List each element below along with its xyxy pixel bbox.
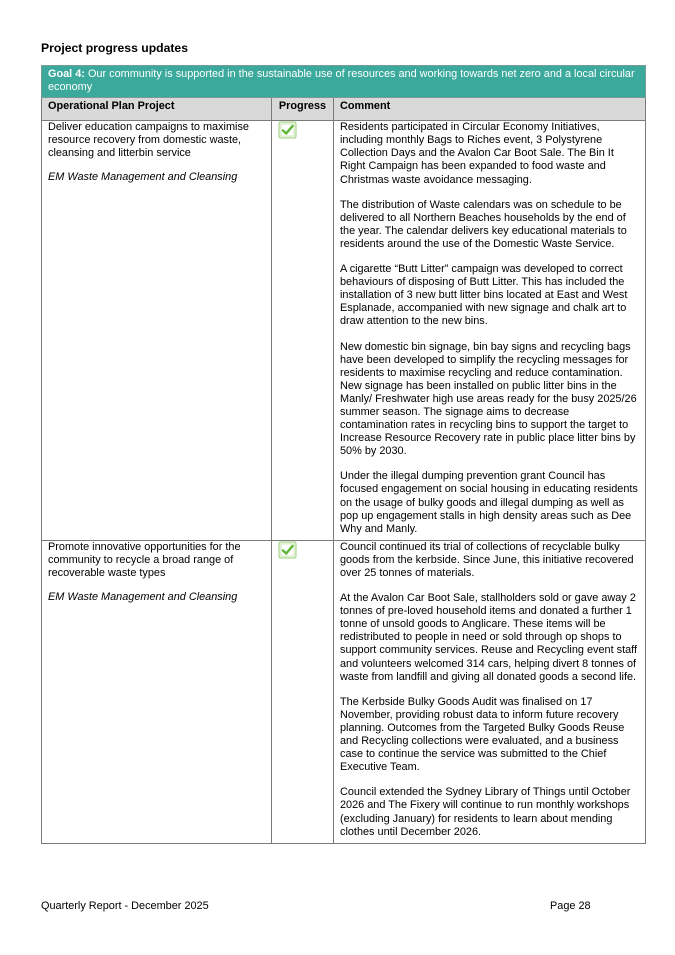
comment-paragraph: Residents participated in Circular Economy Initiatives, including monthly Bags to Riches event, 3 Polystyrene Collection Days and the Avalon Car Boot Sale. The Bin It Right Campaign has been expanded to food waste and Christmas waste avoidance messaging. <box>340 121 614 186</box>
table-row <box>42 540 646 843</box>
comment-paragraph: New domestic bin signage, bin bay signs and recycling bags have been developed to simplify the recycling messages for residents to maximise recycling and reduce contamination. New signage has been installed on public litter bins in the Manly/ Freshwater high use areas ready for the busy 2025/26 summer season. The signage aims to decrease contamination rates in recycling bins to support the target to Increase Resource Recovery rate in public place litter bins by 50% by 2030. <box>340 340 637 458</box>
progress-cell <box>272 540 334 843</box>
footer-page-number: Page 28 <box>550 900 591 912</box>
column-header-comment: Comment <box>334 98 646 121</box>
comment-paragraph: At the Avalon Car Boot Sale, stallholders sold or gave away 2 tonnes of pre-loved household items and donated a further 1 tonne of unsold goods to Anglicare. These items will be redistributed to people in need or sold through op shops to support community services. Reuse and Recycling event staff and volunteers welcomed 314 cars, helping divert 8 tonnes of waste from landfill and giving all donated goods a second life. <box>340 592 638 683</box>
footer-report-title: Quarterly Report - December 2025 <box>41 900 209 912</box>
project-cell <box>42 121 272 541</box>
comment-paragraph: Under the illegal dumping prevention grant Council has focused engagement on social housing in educating residents on the usage of bulky goods and illegal dumping as well as pop up engagement stalls in high density areas such as Dee Why and Manly. <box>340 470 638 535</box>
column-header-row <box>42 98 646 121</box>
comment-paragraph: A cigarette “Butt Litter” campaign was developed to correct behaviours of disposing of Butt Litter. This has included the installation of 3 new butt litter bins located at East and West Esplanade, accompanied with new signage and chalk art to draw attention to the new bins. <box>340 263 628 328</box>
comment-paragraph: Council continued its trial of collections of recyclable bulky goods from the kerbside. Since June, this initiative recovered over 25 tonnes of materials. <box>340 540 634 579</box>
table-row <box>42 121 646 541</box>
comment-paragraph: Council extended the Sydney Library of Things until October 2026 and The Fixery will continue to run monthly workshops (excluding January) for residents to learn about mending clothes until December 2026. <box>340 786 631 838</box>
comment-cell <box>334 121 646 541</box>
project-progress-table <box>41 65 646 844</box>
project-title: Deliver education campaigns to maximise resource recovery from domestic waste, cleansing and litterbin service <box>48 121 249 160</box>
comment-cell <box>334 540 646 843</box>
project-title: Promote innovative opportunities for the community to recycle a broad range of recoverable waste types <box>48 540 241 579</box>
comment-paragraph: The Kerbside Bulky Goods Audit was finalised on 17 November, providing robust data to inform future recovery planning. Outcomes from the Targeted Bulky Goods Reuse and Recycling collections were evaluated, and a business case to continue the service was submitted to the Chief Executive Team. <box>340 695 625 774</box>
goal-cell <box>42 66 646 98</box>
section-heading: Project progress updates <box>41 41 188 55</box>
project-owner: EM Waste Management and Cleansing <box>48 171 238 184</box>
project-cell <box>42 540 272 843</box>
green-check-icon <box>278 541 297 559</box>
column-header-progress: Progress <box>272 98 334 121</box>
green-check-icon <box>278 121 297 139</box>
project-owner: EM Waste Management and Cleansing <box>48 591 238 604</box>
goal-text: Our community is supported in the sustainable use of resources and working towards net zero and a local circular economy <box>48 68 635 94</box>
goal-row <box>42 66 646 98</box>
column-header-project: Operational Plan Project <box>42 98 272 121</box>
goal-label: Goal 4: <box>48 68 85 80</box>
comment-paragraph: The distribution of Waste calendars was on schedule to be delivered to all Northern Beaches households by the end of the year. The calendar delivers key educational materials to residents around the use of the Domestic Waste Service. <box>340 198 627 250</box>
progress-cell <box>272 121 334 541</box>
